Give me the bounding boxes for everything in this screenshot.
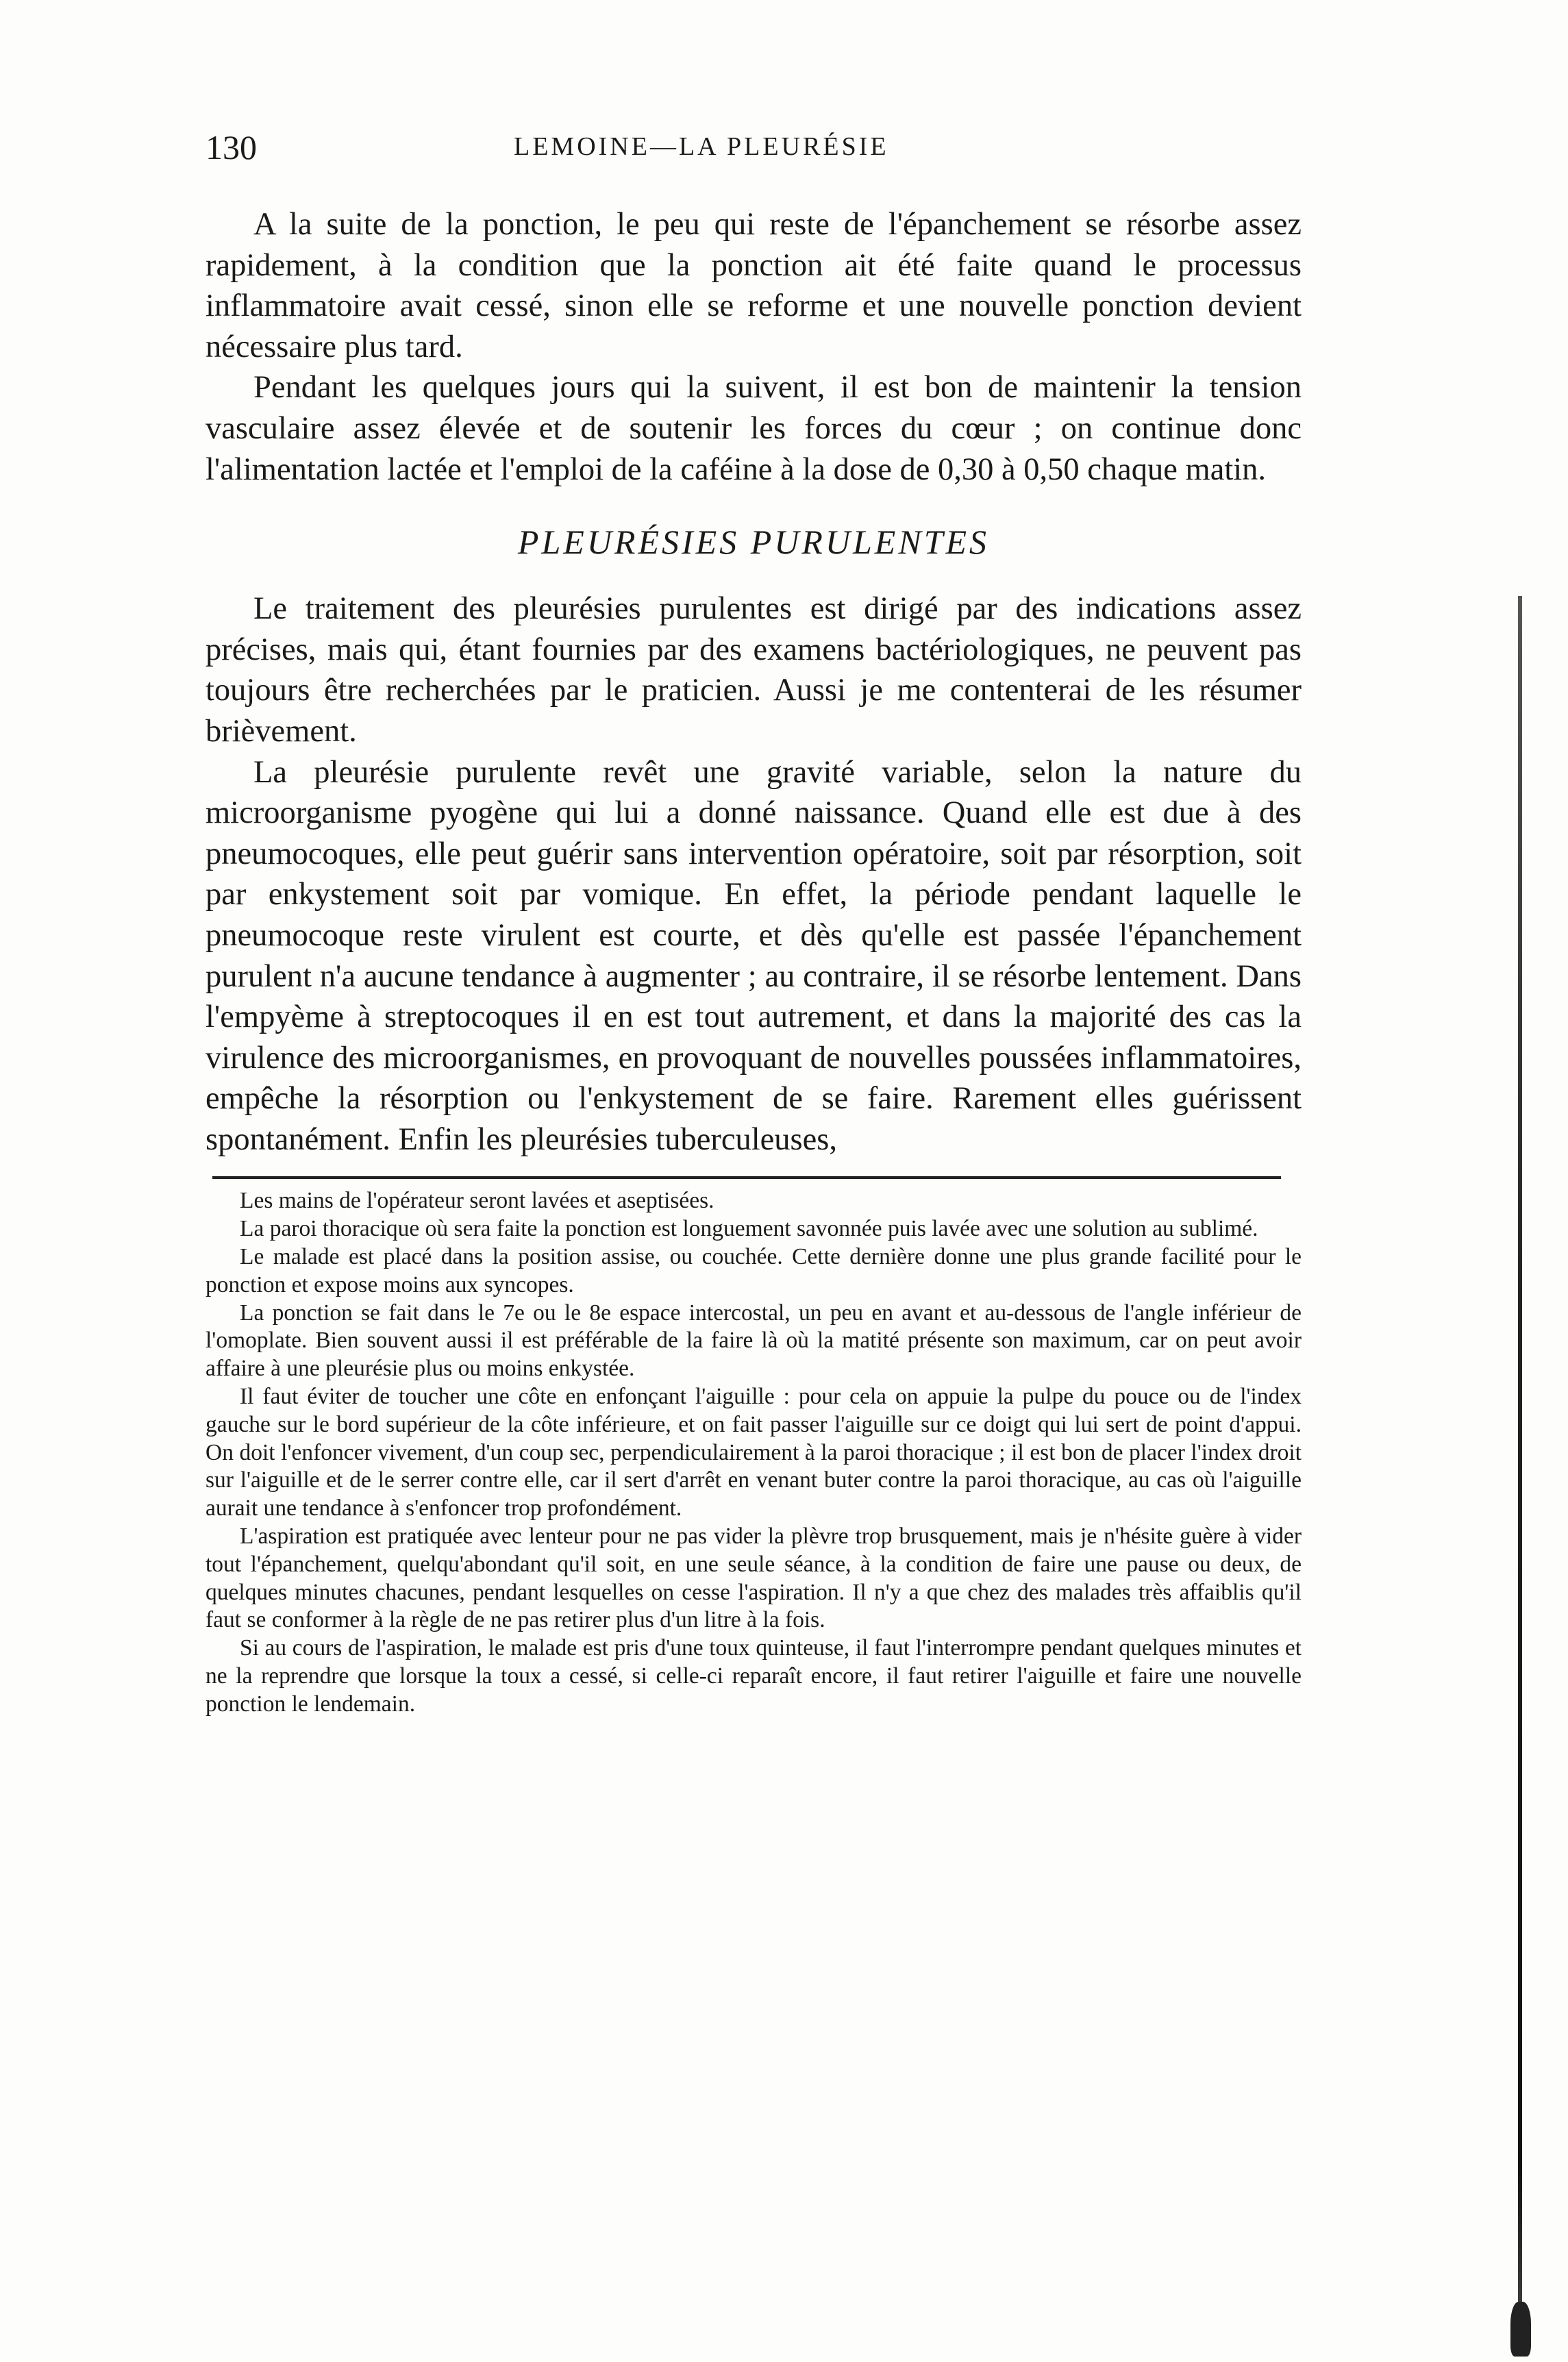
- footnote: Les mains de l'opérateur seront lavées et aseptisées.: [240, 1188, 714, 1214]
- book-page: [206, 127, 1302, 1719]
- page-number: 130: [206, 128, 257, 166]
- page-header: [206, 127, 1302, 169]
- paragraph: Le traitement des pleurésies purulentes est dirigé par des indications assez précises, mais qui, étant fournies par des examens bactériologiques, ne peuvent pas toujours être recherchées par le praticien. Aussi je me contenterai de les résumer brièvement.: [206, 591, 1302, 749]
- footnote: Si au cours de l'aspiration, le malade est pris d'une toux quinteuse, il faut l'interrompre pendant quelques minutes et ne la reprendre que lorsque la toux a cessé, si celle-ci reparaît encore, il faut retirer l'aiguille et faire une nouvelle ponction le lendemain.: [206, 1635, 1302, 1717]
- footnote: Il faut éviter de toucher une côte en enfonçant l'aiguille : pour cela on appuie la pulpe du pouce ou de l'index gauche sur le bord supérieur de la côte inférieure, et on fait passer l'aiguille sur ce doigt qui lui sert de point d'appui. On doit l'enfoncer vivement, d'un coup sec, perpendiculairement à la paroi thoracique ; il est bon de placer l'index droit sur l'aiguille et de le serrer contre elle, car il sert d'arrêt en venant buter contre la paroi thoracique, au cas où l'aiguille aurait une tendance à s'enfoncer trop profondément.: [206, 1384, 1302, 1521]
- scan-edge-line: [1518, 596, 1522, 2336]
- footnote: Le malade est placé dans la position assise, ou couchée. Cette dernière donne une plus grande facilité pour le ponction et expose moins aux syncopes.: [206, 1244, 1302, 1297]
- footnote: La paroi thoracique où sera faite la ponction est longuement savonnée puis lavée avec une solution au sublimé.: [240, 1216, 1258, 1242]
- footnote-divider: [212, 1176, 1281, 1179]
- footnote: L'aspiration est pratiquée avec lenteur pour ne pas vider la plèvre trop brusquement, mais je n'hésite guère à vider tout l'épanchement, quelqu'abondant qu'il soit, en une seule séance, à la condition de faire une pause ou deux, de quelques minutes chacunes, pendant lesquelles on cesse l'aspiration. Il n'y a que chez des malades très affaiblis qu'il faut se conformer à la règle de ne pas retirer plus d'un litre à la fois.: [206, 1524, 1302, 1633]
- footnotes: [206, 1187, 1302, 1718]
- scan-edge-mark: [1510, 2302, 1531, 2357]
- paragraph: La pleurésie purulente revêt une gravité variable, selon la nature du microorganisme pyogène qui lui a donné naissance. Quand elle est due à des pneumocoques, elle peut guérir sans intervention opératoire, soit par résorption, soit par enkystement soit par vomique. En effet, la période pendant laquelle le pneumocoque reste virulent est courte, et dès qu'elle est passée l'épanchement purulent n'a aucune tendance à augmenter ; au contraire, il se résorbe lentement. Dans l'empyème à streptocoques il en est tout autrement, et dans la majorité des cas la virulence des microorganismes, en provoquant de nouvelles poussées inflammatoires, empêche la résorption ou l'enkystement de se faire. Rarement elles guérissent spontanément. Enfin les pleurésies tuberculeuses,: [206, 754, 1302, 1157]
- footnote: La ponction se fait dans le 7e ou le 8e espace intercostal, un peu en avant et au-dessous de l'angle inférieur de l'omoplate. Bien souvent aussi il est préférable de la faire là où la matité présente son maximum, car on peut avoir affaire à une pleurésie plus ou moins enkystée.: [206, 1300, 1302, 1382]
- paragraph: A la suite de la ponction, le peu qui reste de l'épanchement se résorbe assez rapidement, à la condition que la ponction ait été faite quand le processus inflammatoire avait cessé, sinon elle se reforme et une nouvelle ponction devient nécessaire plus tard.: [206, 207, 1302, 364]
- paragraph: Pendant les quelques jours qui la suivent, il est bon de maintenir la tension vasculaire assez élevée et de soutenir les forces du cœur ; on continue donc l'alimentation lactée et l'emploi de la caféine à la dose de 0,30 à 0,50 chaque matin.: [206, 370, 1302, 487]
- main-text: [206, 204, 1302, 1160]
- section-title: PLEURÉSIES PURULENTES: [517, 523, 990, 562]
- running-head: LEMOINE—LA PLEURÉSIE: [514, 132, 889, 161]
